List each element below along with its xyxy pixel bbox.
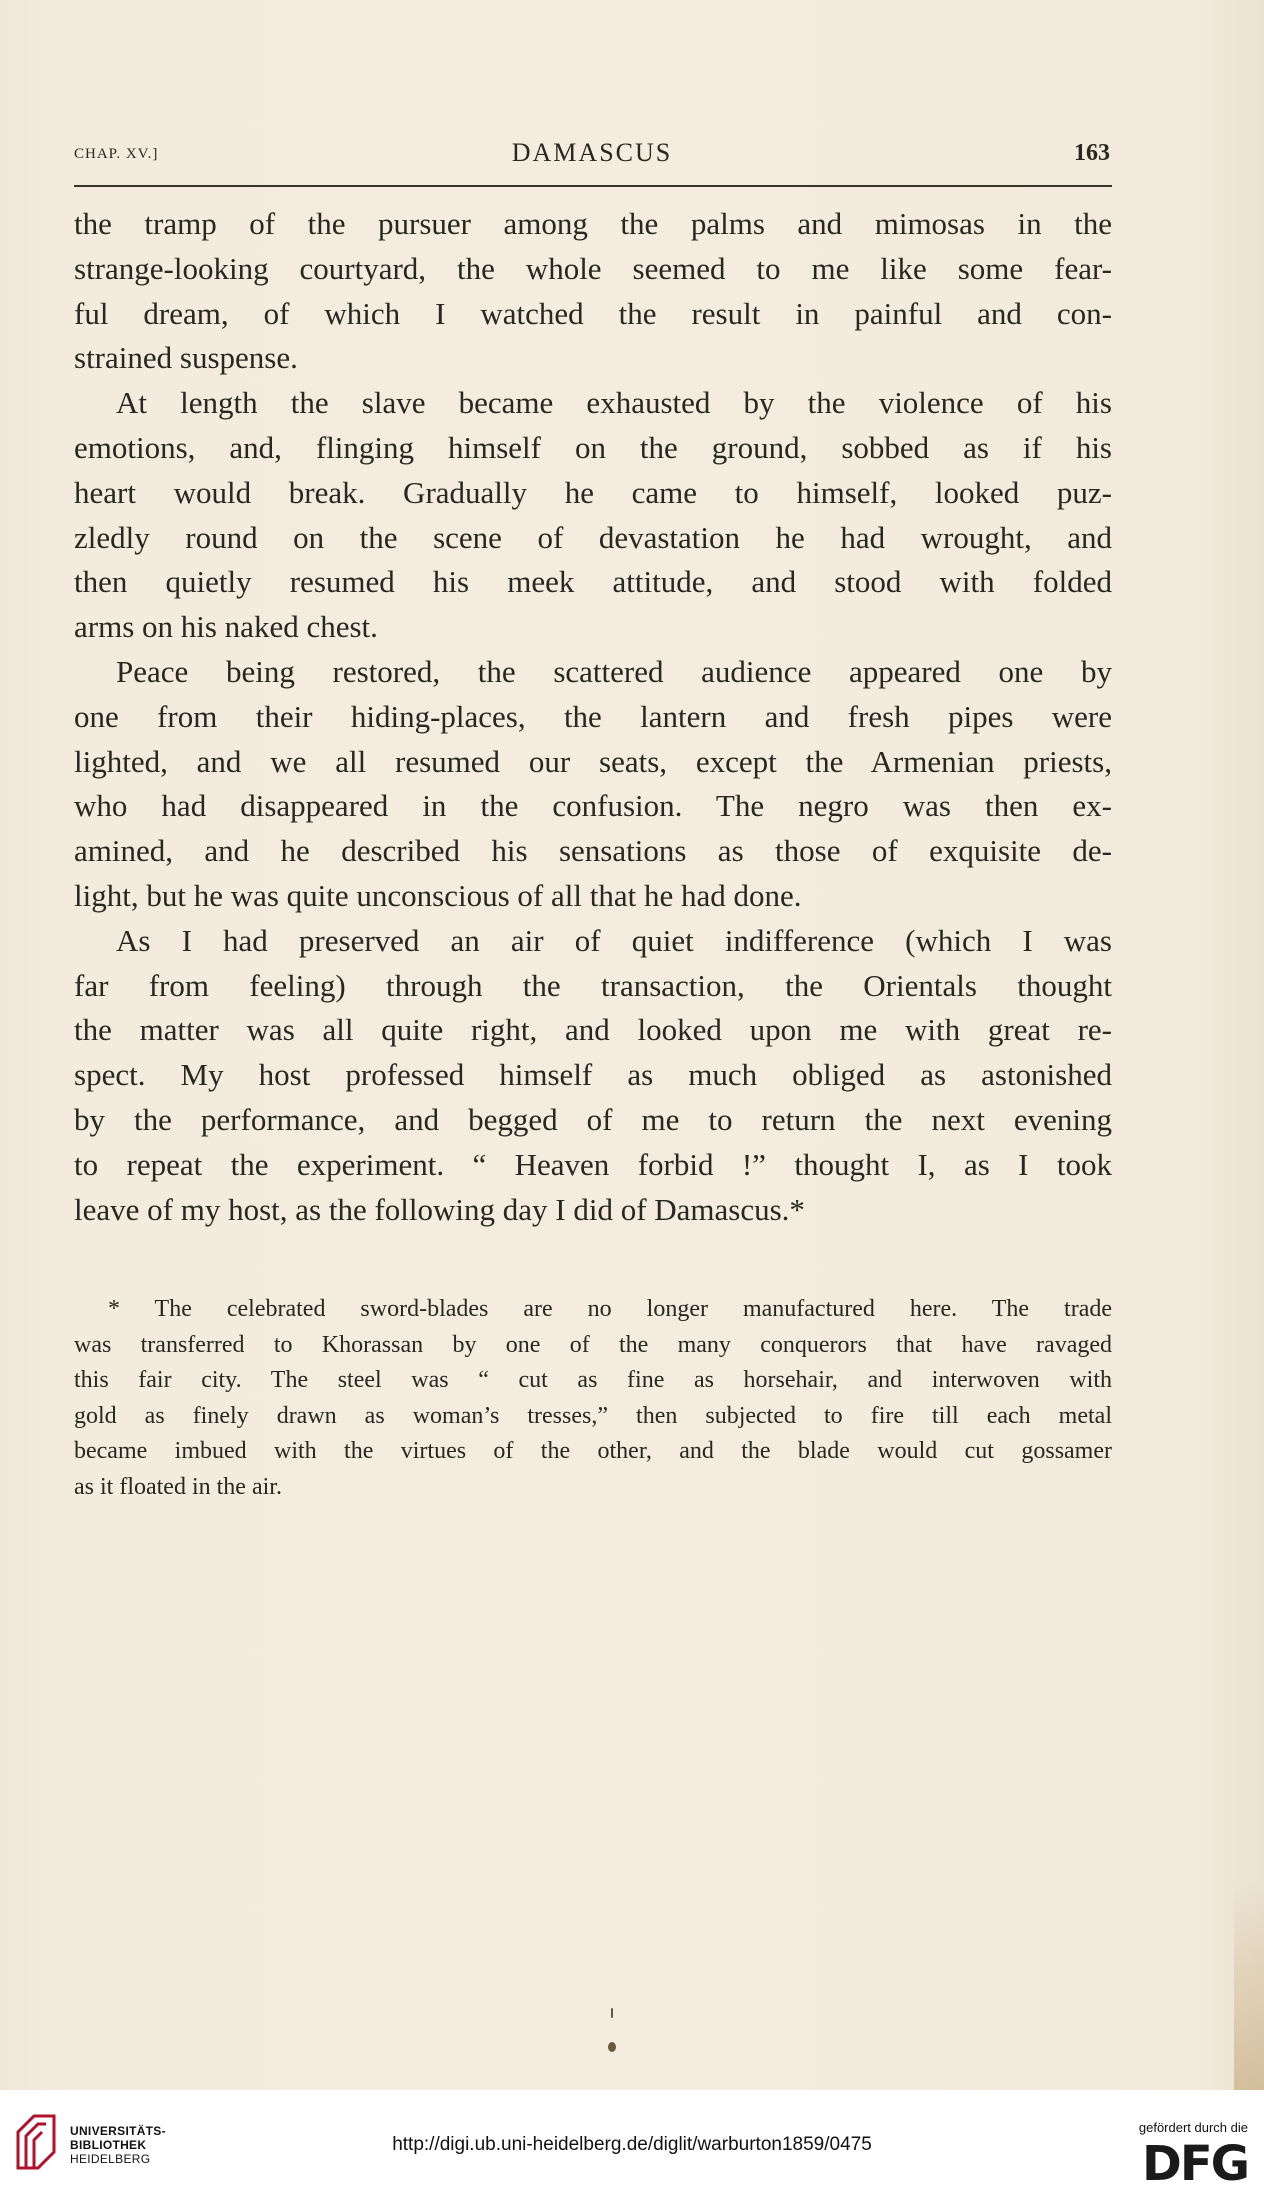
chapter-label: CHAP. XV.] [74, 146, 159, 162]
text-line: by the performance, and begged of me to return the next evening [74, 1101, 1112, 1137]
funding-caption: gefördert durch die [1138, 2120, 1248, 2135]
text-line: heart would break. Gradually he came to himself, looked puz- [74, 474, 1112, 510]
footnote-line: as it floated in the air. [74, 1473, 282, 1500]
digitization-footer [0, 2090, 1264, 2200]
running-header [74, 138, 1110, 178]
text-line: the matter was all quite right, and looked upon me with great re- [74, 1012, 1112, 1048]
dfg-logo: DFG [1141, 2136, 1248, 2192]
paragraph-3 [74, 650, 1112, 919]
footnote-line: * The celebrated sword-blades are no longer manufactured here. The trade [108, 1296, 1112, 1322]
text-line: emotions, and, flinging himself on the ground, sobbed as if his [74, 429, 1112, 465]
text-line: As I had preserved an air of quiet indifference (which I was [116, 922, 1112, 958]
text-line: then quietly resumed his meek attitude, and stood with folded [74, 564, 1112, 600]
library-name-line: UNIVERSITÄTS- [70, 2124, 166, 2138]
text-line: arms on his naked chest. [74, 609, 378, 645]
permalink-url[interactable]: http://digi.ub.uni-heidelberg.de/diglit/warburton1859/0475 [392, 2134, 872, 2155]
text-line: one from their hiding-places, the lantern and fresh pipes were [74, 698, 1112, 734]
text-line: the tramp of the pursuer among the palms and mimosas in the [74, 206, 1112, 241]
header-rule [74, 185, 1112, 187]
text-line: amined, and he described his sensations as those of exquisite de- [74, 833, 1112, 869]
text-line: zledly round on the scene of devastation he had wrought, and [74, 519, 1112, 555]
text-line: spect. My host professed himself as much obliged as astonished [74, 1057, 1112, 1093]
text-line: far from feeling) through the transaction, the Orientals thought [74, 967, 1112, 1003]
running-title: DAMASCUS [511, 138, 673, 167]
library-name-line: HEIDELBERG [70, 2152, 151, 2166]
text-line: lighted, and we all resumed our seats, except the Armenian priests, [74, 743, 1112, 779]
ink-speck [608, 2042, 616, 2052]
text-line: strange-looking courtyard, the whole seemed to me like some fear- [74, 250, 1112, 286]
text-line: to repeat the experiment. “ Heaven forbid !” thought I, as I took [74, 1146, 1112, 1182]
ink-speck [611, 2008, 613, 2018]
text-line: who had disappeared in the confusion. The negro was then ex- [74, 788, 1112, 824]
footnote-line: became imbued with the virtues of the other, and the blade would cut gossamer [74, 1438, 1112, 1464]
library-name-line: BIBLIOTHEK [70, 2138, 147, 2152]
page-number: 163 [1074, 140, 1110, 166]
text-line: ful dream, of which I watched the result in painful and con- [74, 295, 1112, 331]
footnote-line: gold as finely drawn as woman’s tresses,” then subjected to fire till each metal [74, 1402, 1112, 1429]
paragraph-1 [74, 202, 1112, 381]
paragraph-4 [74, 919, 1112, 1233]
footnote [74, 1292, 1112, 1505]
page-edge-shadow [1234, 1880, 1264, 2090]
text-line: At length the slave became exhausted by the violence of his [116, 385, 1112, 421]
body-text [74, 202, 1112, 1232]
footnote-line: this fair city. The steel was “ cut as fine as horsehair, and interwoven with [74, 1367, 1112, 1393]
text-line: leave of my host, as the following day I did of Damascus.* [74, 1191, 805, 1227]
paragraph-2 [74, 381, 1112, 650]
text-line: strained suspense. [74, 340, 298, 376]
text-line: Peace being restored, the scattered audience appeared one by [116, 653, 1112, 689]
text-line: light, but he was quite unconscious of all that he had done. [74, 877, 802, 913]
footnote-line: was transferred to Khorassan by one of the many conquerors that have ravaged [74, 1331, 1112, 1358]
